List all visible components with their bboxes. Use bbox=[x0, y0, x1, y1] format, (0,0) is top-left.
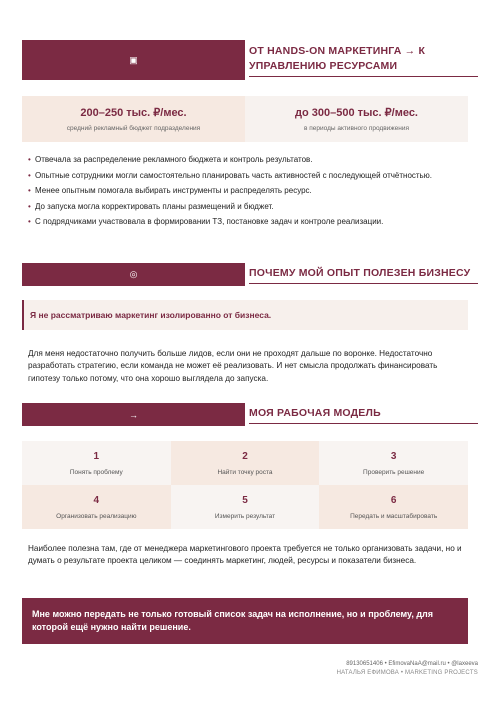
footer-contacts bbox=[337, 660, 478, 678]
arrow-right-icon: → bbox=[129, 409, 138, 420]
step-card bbox=[171, 441, 320, 485]
section-title bbox=[245, 263, 478, 286]
work-model-grid bbox=[22, 441, 468, 529]
square-icon: ▣ bbox=[129, 54, 138, 65]
section-bar bbox=[22, 263, 245, 286]
paragraph-approach: Для меня недостаточно получить больше лидов, если они не проходят дальше по воронке. Недостаточно разработать стратегию, если команда не может её реализовать. И нет смысла продолжать финансировать гипотезу только потому, что она хорошо выглядела до запуска. bbox=[28, 349, 438, 383]
stat-value: 200–250 тыс. ₽/мес. bbox=[80, 107, 187, 119]
section-title-line1: ОТ HANDS-ON МАРКЕТИНГА → К bbox=[249, 44, 426, 57]
list-item: • С подрядчиками участвовала в формировании ТЗ, постановке задач и контроле реализации. bbox=[28, 216, 458, 227]
section-header-resources bbox=[22, 40, 478, 80]
stat-card bbox=[22, 96, 245, 142]
section-divider bbox=[249, 76, 478, 77]
section-title bbox=[245, 403, 478, 426]
list-item: • До запуска могла корректировать планы размещений и бюджет. bbox=[28, 201, 458, 212]
stat-caption: в периоды активного продвижения bbox=[303, 125, 409, 132]
section-title-text: ПОЧЕМУ МОЙ ОПЫТ ПОЛЕЗЕН БИЗНЕСУ bbox=[249, 266, 471, 279]
budget-stats bbox=[22, 96, 468, 142]
highlight-box bbox=[22, 300, 468, 330]
section-divider bbox=[249, 283, 478, 284]
step-label: Найти точку роста bbox=[217, 468, 273, 476]
stat-value: до 300–500 тыс. ₽/мес. bbox=[295, 107, 418, 119]
step-card bbox=[22, 441, 171, 485]
section-bar bbox=[22, 403, 245, 426]
step-number: 3 bbox=[390, 450, 397, 462]
section-title-line2: УПРАВЛЕНИЮ РЕСУРСАМИ bbox=[249, 59, 398, 72]
list-item: • Менее опытным помогала выбирать инструменты и распределять ресурс. bbox=[28, 185, 458, 196]
step-label: Организовать реализацию bbox=[56, 512, 137, 520]
author-line: НАТАЛЬЯ ЕФИМОВА • MARKETING PROJECTS bbox=[336, 670, 478, 676]
target-icon: ◎ bbox=[129, 269, 138, 279]
contact-line: 89130651406 • EfimovaNaA@mail.ru • @laxeeva bbox=[346, 661, 478, 667]
stat-caption: средний рекламный бюджет подразделения bbox=[66, 125, 201, 132]
callout-text: Мне можно передать не только готовый список задач на исполнение, но и проблему, для которой ещё нужно найти решение. bbox=[32, 609, 434, 632]
step-card bbox=[171, 485, 320, 529]
step-label: Передать и масштабировать bbox=[350, 512, 438, 520]
step-label: Понять проблему bbox=[69, 468, 123, 476]
step-number: 4 bbox=[93, 494, 100, 506]
step-number: 1 bbox=[93, 450, 100, 462]
step-label: Измерить результат bbox=[214, 512, 276, 520]
section-title-text: МОЯ РАБОЧАЯ МОДЕЛЬ bbox=[249, 406, 381, 419]
section-divider bbox=[249, 423, 478, 424]
highlight-text: Я не рассматриваю маркетинг изолированно от бизнеса. bbox=[30, 310, 272, 320]
step-card bbox=[22, 485, 171, 529]
section-title bbox=[245, 40, 478, 80]
list-item: • Опытные сотрудники могли самостоятельно планировать часть активностей с последующей отчётностью. bbox=[28, 170, 458, 181]
callout-box bbox=[22, 598, 468, 644]
step-number: 6 bbox=[390, 494, 397, 506]
step-number: 5 bbox=[242, 494, 248, 506]
stat-card bbox=[245, 96, 468, 142]
section-header-model bbox=[22, 403, 478, 426]
step-card bbox=[319, 441, 468, 485]
responsibilities-list bbox=[28, 154, 458, 232]
section-header-value bbox=[22, 263, 478, 286]
step-number: 2 bbox=[242, 450, 248, 462]
list-item: • Отвечала за распределение рекламного бюджета и контроль результатов. bbox=[28, 154, 458, 165]
paragraph-usefulness: Наиболее полезна там, где от менеджера маркетингового проекта требуется не только организовать задачи, но и думать о результате проекта целиком — соединять маркетинг, людей, ресурсы и показатели бизнеса. bbox=[28, 544, 462, 566]
step-card bbox=[319, 485, 468, 529]
section-bar bbox=[22, 40, 245, 80]
step-label: Проверить решение bbox=[363, 468, 425, 476]
